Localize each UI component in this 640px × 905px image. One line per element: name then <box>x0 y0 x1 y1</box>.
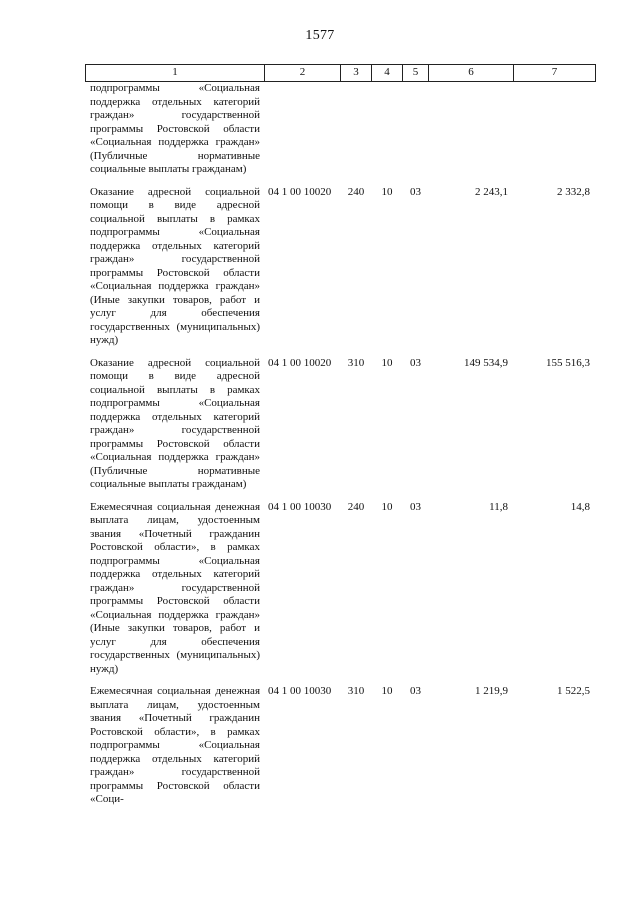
row-description: Ежемесячная социальная денежная выплата лицам, удостоенным звания «Почетный гражданин Ростовской области», в рамках подпрограммы «Социальная поддержка отдельных категорий граждан» государственной программы Ростовской области «Социальная поддержка граждан» (Иные закупки товаров, работ и услуг для обеспечения государственных (муниципальных) нужд) <box>90 500 260 675</box>
table-body <box>86 82 596 816</box>
row-section: 10 <box>381 500 393 513</box>
row-amount-1: 149 534,9 <box>464 356 508 369</box>
row-expense-type: 310 <box>347 356 365 369</box>
column-header: 2 <box>265 65 341 82</box>
row-subsection: 03 <box>410 500 421 513</box>
row-description: подпрограммы «Социальная поддержка отдельных категорий граждан» государственной программы Ростовской области «Социальная поддержка граждан» (Публичные нормативные социальные выплаты гражданам) <box>90 82 260 175</box>
row-subsection: 03 <box>410 356 421 369</box>
page-number: 1577 <box>305 28 335 43</box>
column-header: 4 <box>372 65 403 82</box>
row-target-code: 04 1 00 10030 <box>268 500 332 513</box>
row-amount-1: 11,8 <box>489 500 508 513</box>
row-section: 10 <box>381 685 393 697</box>
column-header: 3 <box>341 65 372 82</box>
row-section <box>372 82 403 186</box>
row-description: Оказание адресной социальной помощи в виде адресной социальной выплаты в рамках подпрограммы «Социальная поддержка отдельных категорий граждан» государственной программы Ростовской области «Социальная поддержка граждан» (Публичные нормативные социальные выплаты гражданам) <box>90 356 260 490</box>
row-expense-type <box>341 82 372 186</box>
column-header: 7 <box>514 65 596 82</box>
row-subsection <box>403 82 429 186</box>
row-amount-2 <box>514 82 596 186</box>
row-target-code <box>265 82 341 186</box>
column-header: 1 <box>86 65 265 82</box>
row-subsection: 03 <box>410 685 421 697</box>
row-amount-1: 2 243,1 <box>475 185 508 198</box>
budget-table <box>85 64 596 816</box>
table-row <box>86 685 596 816</box>
row-description: Ежемесячная социальная денежная выплата лицам, удостоенным звания «Почетный гражданин Ростовской области», в рамках подпрограммы «Социальная поддержка отдельных категорий граждан» государственной программы Ростовской области «Соци- <box>90 685 260 805</box>
row-target-code: 04 1 00 10020 <box>268 356 332 369</box>
row-amount-2: 1 522,5 <box>557 685 590 697</box>
row-expense-type: 240 <box>347 500 365 513</box>
row-target-code: 04 1 00 10020 <box>268 185 332 198</box>
row-amount-1: 1 219,9 <box>475 685 508 697</box>
row-amount-2: 2 332,8 <box>557 185 590 198</box>
row-subsection: 03 <box>410 185 421 198</box>
row-target-code: 04 1 00 10030 <box>268 685 332 697</box>
table-row <box>86 357 596 501</box>
row-description: Оказание адресной социальной помощи в виде адресной социальной выплаты в рамках подпрограммы «Социальная поддержка отдельных категорий граждан» государственной программы Ростовской области «Социальная поддержка граждан» (Иные закупки товаров, работ и услуг для обеспечения государственных (муниципальных) нужд) <box>90 185 260 346</box>
table-row <box>86 82 596 186</box>
row-expense-type: 310 <box>347 685 365 697</box>
row-amount-2: 155 516,3 <box>546 356 590 369</box>
row-amount-2: 14,8 <box>570 500 590 513</box>
table-row <box>86 501 596 686</box>
row-section: 10 <box>381 356 393 369</box>
column-header: 6 <box>429 65 514 82</box>
row-amount-1 <box>429 82 514 186</box>
table-header <box>86 65 596 82</box>
column-header: 5 <box>403 65 429 82</box>
table-row <box>86 186 596 357</box>
row-section: 10 <box>381 185 393 198</box>
row-expense-type: 240 <box>347 185 365 198</box>
